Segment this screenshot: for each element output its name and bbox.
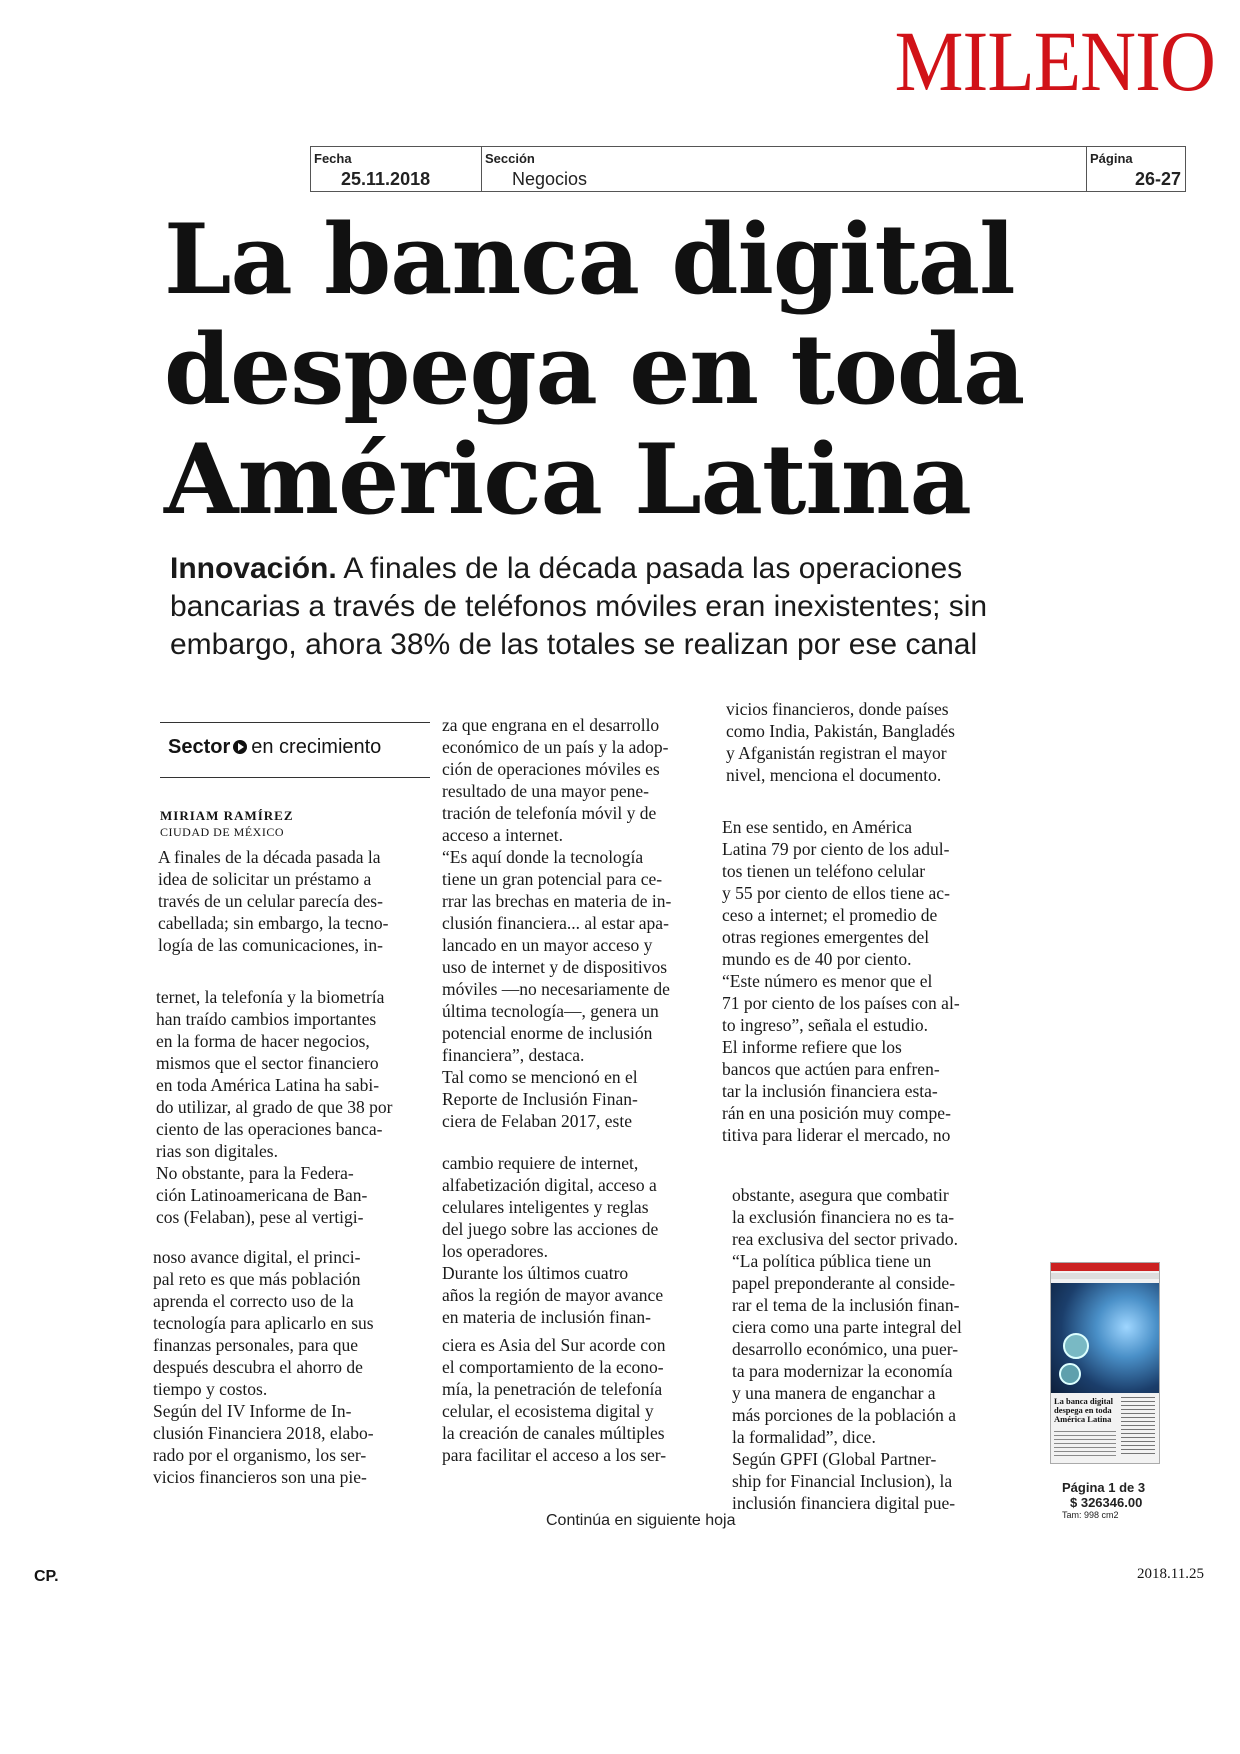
fecha-label: Fecha	[314, 151, 352, 166]
thumbnail-text-lines	[1121, 1397, 1155, 1457]
col2-block-3	[442, 1152, 710, 1328]
article-line: ciento de las operaciones banca-	[156, 1119, 383, 1139]
article-line: celulares inteligentes y reglas	[442, 1197, 649, 1217]
article-line: en materia de inclusión finan-	[442, 1307, 651, 1327]
article-line: tiempo y costos.	[153, 1379, 268, 1399]
page-of: Página 1 de 3	[1062, 1480, 1146, 1495]
article-line: obstante, asegura que combatir	[732, 1185, 949, 1205]
article-line: A finales de la década pasada la	[158, 847, 381, 867]
article-line: “La política pública tiene un	[732, 1251, 932, 1271]
article-line: del juego sobre las acciones de	[442, 1219, 659, 1239]
article-line: rán en una posición muy compe-	[722, 1103, 951, 1123]
article-line: clusión financiera... al estar apa-	[442, 913, 669, 933]
thumbnail-subheader-bar	[1051, 1273, 1159, 1279]
article-line: El informe refiere que los	[722, 1037, 902, 1057]
article-line: titiva para liderar el mercado, no	[722, 1125, 951, 1145]
col1-block-1	[158, 846, 426, 956]
article-line: través de un celular parecía des-	[158, 891, 383, 911]
thumbnail-header-bar	[1051, 1263, 1159, 1271]
article-line: Durante los últimos cuatro	[442, 1263, 629, 1283]
article-line: bancos que actúen para enfren-	[722, 1059, 940, 1079]
article-line: años la región de mayor avance	[442, 1285, 664, 1305]
article-line: to ingreso”, señala el estudio.	[722, 1015, 929, 1035]
article-line: como India, Pakistán, Bangladés	[726, 721, 955, 741]
article-line: Tal como se mencionó en el	[442, 1067, 638, 1087]
article-line: papel preponderante al conside-	[732, 1273, 956, 1293]
article-line: en toda América Latina ha sabi-	[156, 1075, 380, 1095]
pagina-value: 26-27	[1134, 169, 1181, 189]
play-icon	[233, 740, 247, 754]
article-line: ciera como una parte integral del	[732, 1317, 962, 1337]
article-line: logía de las comunicaciones, in-	[158, 935, 383, 955]
dek	[170, 550, 1070, 664]
thumbnail-text-lines	[1054, 1431, 1116, 1459]
article-line: mundo es de 40 por ciento.	[722, 949, 912, 969]
article-line: desarrollo económico, una puer-	[732, 1339, 959, 1359]
article-line: ceso a internet; el promedio de	[722, 905, 938, 925]
page-info	[1062, 1480, 1145, 1521]
article-line: Reporte de Inclusión Finan-	[442, 1089, 638, 1109]
article-line: acceso a internet.	[442, 825, 563, 845]
article-line: ternet, la telefonía y la biometría	[156, 987, 385, 1007]
fecha-cell	[311, 147, 481, 191]
article-line: ciera de Felaban 2017, este	[442, 1111, 632, 1131]
continues-note: Continúa en siguiente hoja	[546, 1512, 736, 1529]
article-line: uso de internet y de dispositivos	[442, 957, 668, 977]
seccion-value: Negocios	[512, 169, 588, 189]
col3-block-2	[722, 816, 990, 1146]
article-line: noso avance digital, el princi-	[153, 1247, 361, 1267]
article-line: Según GPFI (Global Partner-	[732, 1449, 937, 1469]
article-line: cambio requiere de internet,	[442, 1153, 639, 1173]
col3-block-1	[726, 698, 994, 786]
article-line: más porciones de la población a	[732, 1405, 957, 1425]
disc-icon	[1059, 1363, 1081, 1385]
footer-date: 2018.11.25	[1137, 1566, 1204, 1582]
article-line: potencial enorme de inclusión	[442, 1023, 653, 1043]
article-line: la formalidad”, dice.	[732, 1427, 876, 1447]
article-line: rar el tema de la inclusión finan-	[732, 1295, 960, 1315]
article-line: cos (Felaban), pese al vertigi-	[156, 1207, 364, 1227]
col2-block-1	[442, 714, 710, 912]
milenio-logo: MILENIO	[894, 13, 1215, 109]
article-line: 71 por ciento de los países con al-	[722, 993, 960, 1013]
article-line: y 55 por ciento de ellos tiene ac-	[722, 883, 950, 903]
col3-block-3	[732, 1184, 1000, 1514]
pagina-cell	[1086, 147, 1185, 191]
pagina-label: Página	[1090, 151, 1133, 166]
article-line: mía, la penetración de telefonía	[442, 1379, 663, 1399]
col2-block-4	[442, 1334, 710, 1466]
amount: $ 326346.00	[1070, 1495, 1143, 1510]
article-line: Latina 79 por ciento de los adul-	[722, 839, 950, 859]
article-line: y Afganistán registran el mayor	[726, 743, 947, 763]
article-line: ción de operaciones móviles es	[442, 759, 660, 779]
article-line: aprenda el correcto uso de la	[153, 1291, 354, 1311]
col2-block-2	[442, 912, 710, 1132]
article-line: “Este número es menor que el	[722, 971, 933, 991]
col1-block-3	[153, 1246, 421, 1488]
article-line: za que engrana en el desarrollo	[442, 715, 660, 735]
byline-author: MIRIAM RAMÍREZ	[160, 808, 294, 823]
headline-line: La banca digital	[164, 203, 1015, 316]
article-line: ciera es Asia del Sur acorde con	[442, 1335, 666, 1355]
article-line: financiera”, destaca.	[442, 1045, 585, 1065]
seccion-label: Sección	[485, 151, 535, 166]
article-line: do utilizar, al grado de que 38 por	[156, 1097, 393, 1117]
article-line: mismos que el sector financiero	[156, 1053, 379, 1073]
article-line: en la forma de hacer negocios,	[156, 1031, 370, 1051]
article-line: vicios financieros, donde países	[726, 699, 949, 719]
dek-text: A finales de la década pasada las operaciones bancarias a través de teléfonos móviles eran inexistentes; sin embargo, ahora 38% de las totales se realizan por ese canal	[170, 552, 988, 661]
article-line: cabellada; sin embargo, la tecno-	[158, 913, 389, 933]
headline-line: América Latina	[164, 423, 971, 536]
article-line: nivel, menciona el documento.	[726, 765, 942, 785]
byline	[160, 808, 294, 840]
sector-tag-text: en crecimiento	[251, 736, 382, 758]
headline-line: despega en toda	[164, 313, 1025, 426]
headline	[164, 203, 1025, 536]
byline-city: CIUDAD DE MÉXICO	[160, 825, 284, 839]
article-line: resultado de una mayor pene-	[442, 781, 650, 801]
article-line: Según del IV Informe de In-	[153, 1401, 352, 1421]
article-line: otras regiones emergentes del	[722, 927, 930, 947]
article-line: En ese sentido, en América	[722, 817, 913, 837]
article-line: pal reto es que más población	[153, 1269, 361, 1289]
article-line: “Es aquí donde la tecnología	[442, 847, 644, 867]
article-line: No obstante, para la Federa-	[156, 1163, 354, 1183]
article-line: tración de telefonía móvil y de	[442, 803, 657, 823]
article-line: rea exclusiva del sector privado.	[732, 1229, 958, 1249]
article-line: económico de un país y la adop-	[442, 737, 669, 757]
article-line: vicios financieros son una pie-	[153, 1467, 367, 1487]
article-line: tos tienen un teléfono celular	[722, 861, 926, 881]
article-line: alfabetización digital, acceso a	[442, 1175, 657, 1195]
article-line: la creación de canales múltiples	[442, 1423, 665, 1443]
article-line: ción Latinoamericana de Ban-	[156, 1185, 368, 1205]
article-line: ship for Financial Inclusion), la	[732, 1471, 953, 1491]
article-line: rias son digitales.	[156, 1141, 278, 1161]
seccion-cell	[481, 147, 1087, 191]
article-line: y una manera de enganchar a	[732, 1383, 936, 1403]
cp-mark: CP.	[34, 1568, 59, 1585]
disc-icon	[1063, 1333, 1089, 1359]
sector-tag-bold: Sector	[168, 736, 231, 758]
article-line: ta para modernizar la economía	[732, 1361, 953, 1381]
dek-kicker: Innovación.	[170, 552, 337, 585]
article-line: tiene un gran potencial para ce-	[442, 869, 663, 889]
article-line: los operadores.	[442, 1241, 548, 1261]
article-line: inclusión financiera digital pue-	[732, 1493, 956, 1513]
article-line: clusión Financiera 2018, elabo-	[153, 1423, 374, 1443]
article-line: celular, el ecosistema digital y	[442, 1401, 654, 1421]
page-thumbnail	[1050, 1262, 1160, 1464]
article-line: tar la inclusión financiera esta-	[722, 1081, 938, 1101]
article-line: rado por el organismo, los ser-	[153, 1445, 367, 1465]
article-line: rrar las brechas en materia de in-	[442, 891, 672, 911]
col1-block-2	[156, 986, 424, 1228]
article-line: después descubra el ahorro de	[153, 1357, 363, 1377]
thumbnail-headline: La banca digital despega en toda América Latina	[1054, 1396, 1114, 1424]
fecha-value: 25.11.2018	[341, 169, 431, 189]
article-line: han traído cambios importantes	[156, 1009, 377, 1029]
article-line: la exclusión financiera no es ta-	[732, 1207, 955, 1227]
article-line: lancado en un mayor acceso y	[442, 935, 653, 955]
article-line: finanzas personales, para que	[153, 1335, 359, 1355]
article-line: idea de solicitar un préstamo a	[158, 869, 372, 889]
article-line: para facilitar el acceso a los ser-	[442, 1445, 667, 1465]
sector-tag	[160, 722, 430, 778]
article-line: tecnología para aplicarlo en sus	[153, 1313, 374, 1333]
article-line: última tecnología—, genera un	[442, 1001, 659, 1021]
clipping-meta-box	[310, 146, 1186, 192]
size: Tam: 998 cm2	[1062, 1510, 1119, 1520]
article-line: el comportamiento de la econo-	[442, 1357, 664, 1377]
article-line: móviles —no necesariamente de	[442, 979, 670, 999]
